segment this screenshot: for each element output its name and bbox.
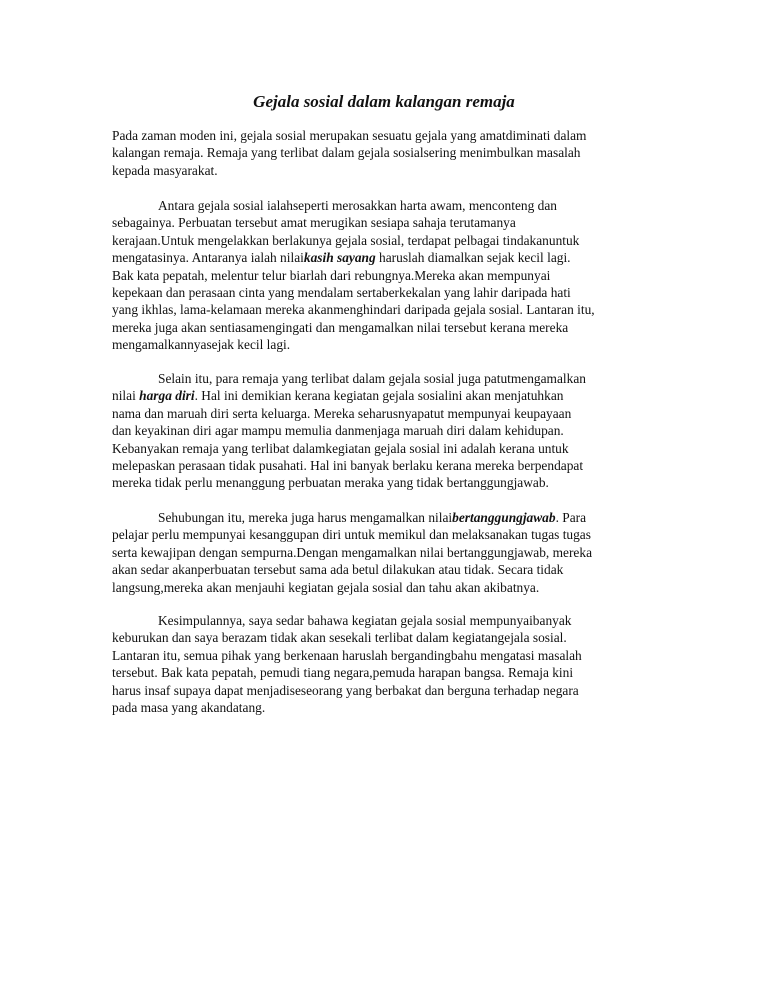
paragraph-conclusion <box>112 612 660 716</box>
text-line: pelajar perlu mempunyai kesanggupan diri untuk memikul dan melaksanakan tugas tugas <box>112 527 591 543</box>
text-line: melepaskan perasaan tidak pusahati. Hal ini banyak berlaku kerana mereka berpendapat <box>112 457 584 473</box>
text-line: serta kewajipan dengan sempurna.Dengan mengamalkan nilai bertanggungjawab, mereka <box>112 544 593 560</box>
text-line: mereka juga akan sentiasamengingati dan mengamalkan nilai tersebut kerana mereka <box>112 319 569 335</box>
text-line: pada masa yang akandatang. <box>112 699 266 715</box>
paragraph-harga-diri <box>112 370 660 492</box>
paragraph-introduction <box>112 127 660 179</box>
text-run: mengatasinya. Antaranya ialah nilai <box>112 250 304 266</box>
text-line: Kebanyakan remaja yang terlibat dalamkegiatan gejala sosial ini adalah kerana untuk <box>112 440 569 456</box>
paragraph-kasih-sayang <box>112 197 660 354</box>
text-line: keburukan dan saya berazam tidak akan sesekali terlibat dalam kegiatangejala sosial. <box>112 630 567 646</box>
text-run: Kesimpulannya, saya sedar bahawa kegiatan gejala sosial mempunyaibanyak <box>158 613 572 628</box>
text-line: nama dan maruah diri serta keluarga. Mereka seharusnyapatut mempunyai keupayaan <box>112 405 572 421</box>
text-line: kalangan remaja. Remaja yang terlibat dalam gejala sosialsering menimbulkan masalah <box>112 145 581 161</box>
document-title: Gejala sosial dalam kalangan remaja <box>253 92 515 111</box>
text-line <box>112 197 660 214</box>
text-run: Antara gejala sosial ialahseperti merosakkan harta awam, menconteng dan <box>158 198 557 213</box>
emphasized-value-bertanggungjawab: bertanggungjawab <box>452 510 556 525</box>
text-line: Pada zaman moden ini, gejala sosial merupakan sesuatu gejala yang amatdiminati dalam <box>112 128 587 143</box>
text-line: Lantaran itu, semua pihak yang berkenaan haruslah bergandingbahu mengatasi masalah <box>112 647 582 663</box>
text-line: yang ikhlas, lama-kelamaan mereka akanmenghindari daripada gejala sosial. Lantaran itu, <box>112 302 595 318</box>
text-run: . Para <box>555 510 587 525</box>
emphasized-value-harga-diri: harga diri <box>139 388 195 404</box>
text-line: Bak kata pepatah, melentur telur biarlah dari rebungnya.Mereka akan mempunyai <box>112 267 551 283</box>
text-line <box>112 612 660 629</box>
text-line: kepekaan dan perasaan cinta yang mendalam sertaberkekalan yang lahir daripada hati <box>112 284 571 300</box>
emphasized-value-kasih-sayang: kasih sayang <box>303 250 376 266</box>
text-line <box>112 249 660 266</box>
text-run: nilai <box>112 388 140 404</box>
text-line: harus insaf supaya dapat menjadiseseorang yang berbakat dan berguna terhadap negara <box>112 682 579 698</box>
text-run: Selain itu, para remaja yang terlibat dalam gejala sosial juga patutmengamalkan <box>158 371 586 386</box>
text-line <box>112 370 660 387</box>
text-line: langsung,mereka akan menjauhi kegiatan gejala sosial dan tahu akan akibatnya. <box>112 579 540 595</box>
paragraph-bertanggungjawab <box>112 509 660 596</box>
text-line: kepada masyarakat. <box>112 162 218 178</box>
text-run: . Hal ini demikian kerana kegiatan gejala sosialini akan menjatuhkan <box>194 388 564 404</box>
text-run: haruslah diamalkan sejak kecil lagi. <box>375 250 571 266</box>
text-line: kerajaan.Untuk mengelakkan berlakunya gejala sosial, terdapat pelbagai tindakanuntuk <box>112 232 580 248</box>
text-line: tersebut. Bak kata pepatah, pemudi tiang negara,pemuda harapan bangsa. Remaja kini <box>112 665 574 681</box>
text-line: mereka tidak perlu menanggung perbuatan meraka yang tidak bertanggungjawab. <box>112 475 549 491</box>
text-line: mengamalkannyasejak kecil lagi. <box>112 337 291 353</box>
text-run: Sehubungan itu, mereka juga harus mengamalkan nilai <box>158 510 453 525</box>
text-line: dan keyakinan diri agar mampu memulia danmenjaga maruah diri dalam kehidupan. <box>112 423 564 439</box>
text-line: akan sedar akanperbuatan tersebut sama ada betul dilakukan atau tidak. Secara tidak <box>112 562 564 578</box>
text-line <box>112 509 660 526</box>
text-line <box>112 387 660 404</box>
text-line: sebagainya. Perbuatan tersebut amat merugikan sesiapa sahaja terutamanya <box>112 215 516 231</box>
